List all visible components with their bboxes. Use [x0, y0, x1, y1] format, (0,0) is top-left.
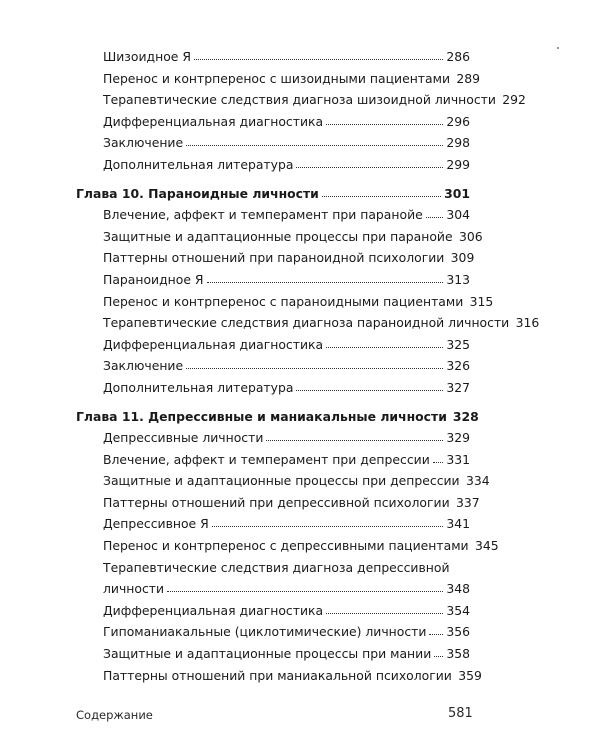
toc-entry-label: Защитные и адаптационные процессы при мании: [103, 646, 432, 662]
toc-entry-label: Влечение, аффект и темперамент при паранойе: [103, 207, 423, 223]
toc-page-number: 301: [444, 185, 470, 201]
scan-speck: [557, 47, 559, 49]
toc-entry-label: Терапевтические следствия диагноза параноидной личности: [103, 315, 510, 331]
toc-page-number: 348: [446, 581, 470, 597]
toc-page-number: 325: [446, 336, 470, 352]
dot-leader: [207, 282, 443, 283]
toc-page-number: 334: [465, 473, 490, 489]
toc-page-number: 345: [474, 538, 499, 554]
toc-page-number: 341: [446, 516, 470, 532]
toc-page-number: 329: [446, 430, 470, 446]
toc-entry: [76, 68, 481, 90]
dot-leader: [322, 196, 441, 197]
toc-page-number: 315: [469, 293, 494, 309]
toc-entry: [76, 665, 482, 687]
toc-entry: [76, 204, 470, 226]
toc-page-number: 286: [446, 49, 470, 64]
toc-entry-label: Дифференциальная диагностика: [103, 336, 324, 352]
dot-leader: [212, 526, 443, 527]
toc-entry-label: Депрессивные личности: [103, 430, 264, 446]
toc-entry: [76, 492, 480, 514]
toc-page-number: 304: [446, 207, 470, 223]
toc-entry: [76, 226, 483, 248]
toc-entry-label: Терапевтические следствия диагноза шизоидной личности: [103, 92, 496, 108]
toc-entry-label: Защитные и адаптационные процессы при паранойе: [103, 228, 453, 244]
toc-entry: [76, 334, 470, 356]
toc-entry-label: Терапевтические следствия диагноза депрессивной: [103, 559, 450, 575]
toc-entry: [76, 621, 470, 643]
toc-page-number: 296: [446, 113, 470, 129]
toc-entry-label: Заключение: [103, 135, 184, 151]
toc-page-number: 306: [458, 228, 483, 244]
toc-entry-label: Дополнительная литература: [103, 379, 294, 395]
toc-entry-label: Депрессивное Я: [103, 516, 209, 532]
toc-entry: [76, 578, 470, 600]
toc-entry-label: Параноидное Я: [103, 271, 204, 287]
toc-chapter-title: Глава 10. Параноидные личности: [76, 185, 319, 201]
toc-entry-label: Паттерны отношений при депрессивной психологии: [103, 494, 450, 510]
toc-entry: [76, 643, 470, 665]
toc-entry-label: Защитные и адаптационные процессы при депрессии: [103, 473, 460, 489]
toc-entry-label: Заключение: [103, 358, 184, 374]
dot-leader: [167, 591, 443, 592]
running-footer-title: Содержание: [76, 708, 153, 722]
toc-page-number: 309: [450, 250, 475, 266]
toc-entry-label: Перенос и контрперенос с депрессивными пациентами: [103, 538, 469, 554]
toc-entry-label: Дополнительная литература: [103, 156, 294, 172]
toc-entry-label: Паттерны отношений при маниакальной психологии: [103, 667, 452, 683]
toc-page-number: 292: [502, 92, 526, 108]
toc-entry: [76, 247, 475, 269]
dot-leader: [194, 59, 443, 60]
toc-entry: [76, 312, 540, 334]
toc-entry-label: Перенос и контрперенос с параноидными пациентами: [103, 293, 464, 309]
dot-leader: [326, 124, 443, 125]
page-number: 581: [448, 706, 473, 721]
toc-page-number: 299: [446, 156, 470, 172]
dot-leader: [434, 656, 443, 657]
toc-entry: [76, 600, 470, 622]
toc-page-number: 356: [446, 624, 470, 640]
toc-entry-label: Паттерны отношений при параноидной психологии: [103, 250, 445, 266]
toc-page-number: 354: [446, 602, 470, 618]
toc-entry-label: Гипоманиакальные (циклотимические) личности: [103, 624, 427, 640]
dot-leader: [296, 390, 443, 391]
toc-page-number: 358: [446, 646, 470, 662]
dot-leader: [186, 368, 443, 369]
toc-entry: [76, 269, 470, 291]
toc-entry: [76, 377, 470, 399]
toc-entry: [76, 449, 470, 471]
toc-page-number: 359: [458, 667, 482, 683]
toc-entry-label: личности: [103, 581, 165, 597]
toc-entry: [76, 89, 526, 111]
toc-entry: [76, 46, 470, 68]
toc-page-number: 326: [446, 358, 470, 374]
toc-entry: [76, 535, 499, 557]
toc-page-number: 289: [456, 70, 481, 86]
toc-page-number: 327: [446, 379, 470, 395]
table-of-contents: [76, 46, 540, 686]
toc-entry: [76, 427, 470, 449]
dot-leader: [326, 613, 443, 614]
toc-page-number: 337: [455, 494, 480, 510]
dot-leader: [429, 634, 443, 635]
toc-entry: [76, 470, 490, 492]
toc-entry: [76, 291, 494, 313]
toc-page-number: 328: [452, 408, 479, 424]
toc-page-number: 313: [446, 271, 470, 287]
toc-page-number: 316: [515, 315, 540, 331]
toc-chapter: [76, 183, 470, 205]
toc-entry-label: Влечение, аффект и темперамент при депрессии: [103, 451, 430, 467]
dot-leader: [296, 167, 443, 168]
toc-entry: [76, 154, 470, 176]
dot-leader: [426, 217, 443, 218]
toc-entry-label: Дифференциальная диагностика: [103, 113, 324, 129]
toc-entry: [76, 132, 470, 154]
dot-leader: [186, 145, 443, 146]
dot-leader: [326, 347, 443, 348]
toc-chapter: [76, 406, 479, 428]
toc-page-number: 298: [446, 135, 470, 151]
toc-entry-label: Перенос и контрперенос с шизоидными пациентами: [103, 70, 451, 86]
toc-entry-label: Шизоидное Я: [103, 49, 191, 64]
toc-entry: [76, 111, 470, 133]
dot-leader: [266, 440, 443, 441]
toc-chapter-title: Глава 11. Депрессивные и маниакальные личности: [76, 408, 447, 424]
toc-entry: [76, 513, 470, 535]
toc-entry: [76, 355, 470, 377]
toc-page-number: 331: [446, 451, 470, 467]
toc-entry-label: Дифференциальная диагностика: [103, 602, 324, 618]
dot-leader: [433, 462, 443, 463]
